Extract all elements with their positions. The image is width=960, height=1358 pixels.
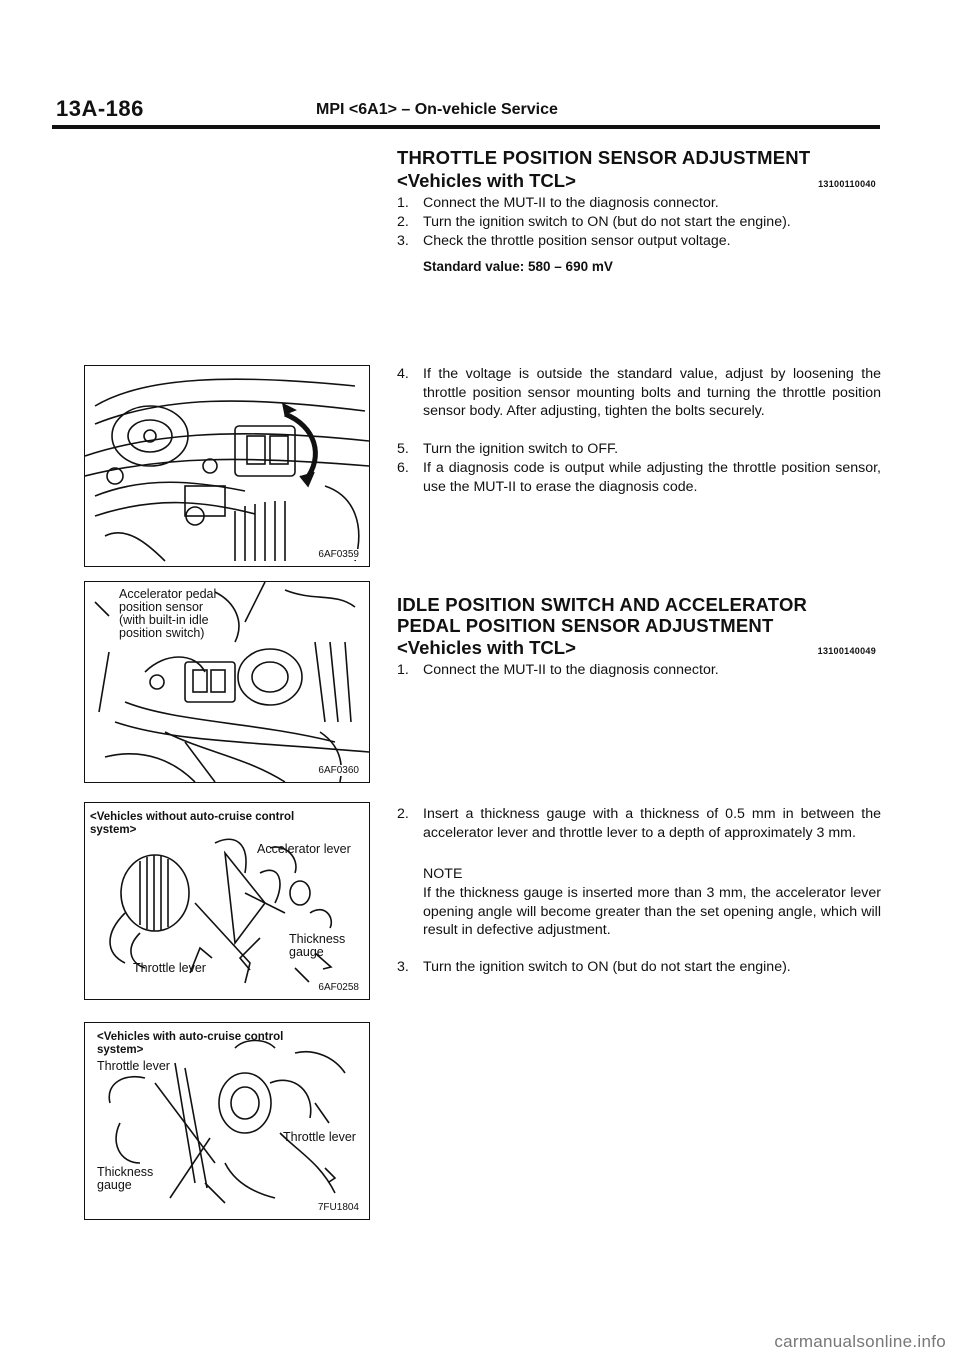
- figure-caption: <Vehicles with auto-cruise control: [97, 1031, 284, 1043]
- figure-label: position sensor: [119, 600, 204, 614]
- figure-caption: system>: [97, 1044, 144, 1056]
- figure-code: 6AF0360: [318, 765, 359, 776]
- label-thickness: Thickness: [97, 1165, 154, 1179]
- figure-throttle-sensor: [84, 365, 370, 567]
- label-throttle-lever-right: Throttle lever: [283, 1130, 356, 1144]
- step-text: If the voltage is outside the standard value, adjust by loosening the throttle position sensor mounting bolts and turning the throttle position sensor body. After adjusting, tighten the bolts securely.: [423, 366, 881, 420]
- step-number: 2.: [397, 214, 409, 230]
- section2-title-line2: PEDAL POSITION SENSOR ADJUSTMENT: [397, 615, 774, 636]
- step-text: Connect the MUT-II to the diagnosis connector.: [423, 662, 719, 678]
- label-throttle-lever: Throttle lever: [133, 961, 206, 975]
- figure-label: (with built-in idle: [119, 613, 209, 627]
- step-text: Turn the ignition switch to ON (but do not start the engine).: [423, 959, 791, 975]
- step-1: [397, 194, 881, 213]
- step-number: 3.: [397, 233, 409, 249]
- step-number: 4.: [397, 366, 409, 382]
- step-number: 6.: [397, 460, 409, 476]
- label-accelerator-lever: Accelerator lever: [257, 842, 351, 856]
- section2-code: 13100140049: [817, 646, 876, 656]
- note-text: If the thickness gauge is inserted more than 3 mm, the accelerator lever opening angle will become greater than the set opening angle, which will result in defective adjustment.: [423, 885, 881, 939]
- step-3: [397, 232, 881, 251]
- step-4: [397, 365, 881, 421]
- step-text: Turn the ignition switch to ON (but do not start the engine).: [423, 214, 791, 230]
- figure-caption: system>: [90, 824, 137, 836]
- note-heading: NOTE: [423, 866, 463, 882]
- step-text: Insert a thickness gauge with a thickness of 0.5 mm in between the accelerator lever and throttle lever to a depth of approximately 3 mm.: [423, 806, 881, 841]
- figure-accelerator-pedal-sensor: [84, 581, 370, 783]
- page-number: 13A-186: [56, 96, 144, 121]
- section2-subtitle: <Vehicles with TCL>: [397, 637, 576, 658]
- label-thickness: Thickness: [289, 932, 346, 946]
- step-text: Check the throttle position sensor output voltage.: [423, 233, 731, 249]
- step2-2: [397, 805, 881, 842]
- figure-label: position switch): [119, 626, 205, 640]
- label-gauge: gauge: [97, 1178, 132, 1192]
- step2-1: [397, 661, 881, 680]
- step-text: Turn the ignition switch to OFF.: [423, 441, 619, 457]
- figure-code: 7FU1804: [317, 1202, 359, 1213]
- step-number: 3.: [397, 959, 409, 975]
- section1-subtitle: <Vehicles with TCL>: [397, 170, 576, 191]
- section1-title: THROTTLE POSITION SENSOR ADJUSTMENT: [397, 147, 811, 168]
- step-number: 1.: [397, 195, 409, 211]
- standard-value: Standard value: 580 – 690 mV: [423, 259, 613, 274]
- step-2: [397, 213, 881, 232]
- header-rule: [52, 125, 880, 129]
- figure-without-auto-cruise: [84, 802, 370, 1000]
- watermark: carmanualsonline.info: [774, 1332, 946, 1351]
- step-text: Connect the MUT-II to the diagnosis connector.: [423, 195, 719, 211]
- section-header: MPI <6A1> – On-vehicle Service: [316, 101, 558, 118]
- step-number: 2.: [397, 806, 409, 822]
- figure-with-auto-cruise: [84, 1022, 370, 1220]
- section1-code: 13100110040: [818, 179, 876, 189]
- section2-title-line1: IDLE POSITION SWITCH AND ACCELERATOR: [397, 594, 808, 615]
- engine-illustration-1: [85, 366, 369, 566]
- label-gauge: gauge: [289, 945, 324, 959]
- figure-caption: <Vehicles without auto-cruise control: [90, 811, 295, 823]
- figure-label: Accelerator pedal: [119, 587, 217, 601]
- step-5: [397, 440, 881, 459]
- label-throttle-lever-left: Throttle lever: [97, 1059, 170, 1073]
- figure-code: 6AF0359: [318, 549, 359, 560]
- step2-3: [397, 958, 881, 977]
- step-number: 5.: [397, 441, 409, 457]
- figure-code: 6AF0258: [318, 982, 359, 993]
- step-number: 1.: [397, 662, 409, 678]
- step-text: If a diagnosis code is output while adjusting the throttle position sensor, use the MUT-II to erase the diagnosis code.: [423, 460, 881, 495]
- step-6: [397, 459, 881, 496]
